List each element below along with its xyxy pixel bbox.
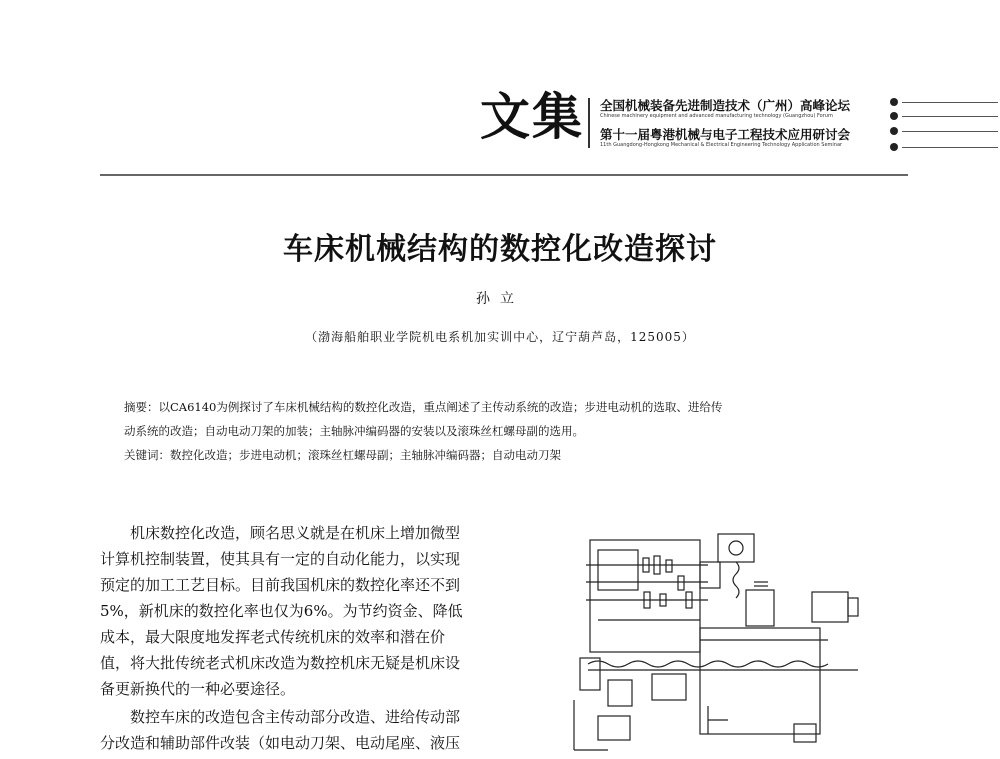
conference-title-1: 全国机械装备先进制造技术（广州）高峰论坛 xyxy=(600,98,851,113)
body-text-line: 成本，最大限度地发挥老式传统机床的效率和潜在价 xyxy=(100,628,446,646)
header-line xyxy=(902,102,998,103)
header-line xyxy=(902,131,998,132)
header-line xyxy=(902,116,998,117)
stepper-motor xyxy=(652,674,686,700)
tool-post xyxy=(718,534,754,562)
bullet-icon xyxy=(890,127,898,135)
body-text-line: 5%，新机床的数控化率也仅为6%。为节约资金、降低 xyxy=(100,602,463,620)
headstock-box xyxy=(590,540,700,652)
carriage xyxy=(746,590,774,626)
conference-title-2: 第十一届粤港机械与电子工程技术应用研讨会 xyxy=(600,127,851,142)
logo-divider xyxy=(588,98,590,148)
conference-subtitle-1: Chinese machinery equipment and advanced manufacturing technology (Guangzhou) Forum xyxy=(600,113,833,119)
paper-author: 孙立 xyxy=(476,291,524,307)
paper-affiliation: （渤海船舶职业学院机电系机加实训中心，辽宁葫芦岛，125005） xyxy=(305,330,695,344)
bullet-icon xyxy=(890,143,898,151)
lathe-schematic-figure xyxy=(568,520,868,759)
body-text-line: 计算机控制装置，使其具有一定的自动化能力，以实现 xyxy=(100,550,461,568)
lead-screw xyxy=(588,661,828,667)
abstract-line: 动系统的改造；自动电动刀架的加装；主轴脉冲编码器的安装以及滚珠丝杠螺母副的选用。 xyxy=(124,424,584,438)
body-text-line: 备更新换代的一种必要途径。 xyxy=(100,680,296,698)
paper-title: 车床机械结构的数控化改造探讨 xyxy=(283,232,717,267)
collection-logo: 文集 xyxy=(480,87,584,146)
bullet-icon xyxy=(890,112,898,120)
gearbox-block xyxy=(598,550,638,590)
keywords: 关键词：数控化改造；步进电动机；滚珠丝杠螺母副；主轴脉冲编码器；自动电动刀架 xyxy=(124,448,561,462)
body-text-line: 预定的加工工艺目标。目前我国机床的数控化率还不到 xyxy=(100,576,461,594)
header-line xyxy=(902,147,998,148)
body-text-line: 机床数控化改造，顾名思义就是在机床上增加微型 xyxy=(100,524,461,542)
body-text-line: 值，将大批传统老式机床改造为数控机床无疑是机床设 xyxy=(100,654,461,672)
conference-subtitle-2: 11th Guangdong-Hongkong Mechanical & Electrical Engineering Technology Application Seminar xyxy=(600,142,843,148)
lathe-bed xyxy=(700,628,820,734)
abstract-line: 摘要：以CA6140为例探讨了车床机械结构的数控化改造，重点阐述了主传动系统的改造；步进电动机的选取、进给传 xyxy=(124,400,723,414)
body-text-line: 数控车床的改造包含主传动部分改造、进给传动部 xyxy=(100,708,461,726)
tailstock xyxy=(812,592,848,622)
bullet-icon xyxy=(890,98,898,106)
header-rule xyxy=(100,174,908,176)
body-text-line: 分改造和辅助部件改装（如电动刀架、电动尾座、液压 xyxy=(100,734,461,752)
